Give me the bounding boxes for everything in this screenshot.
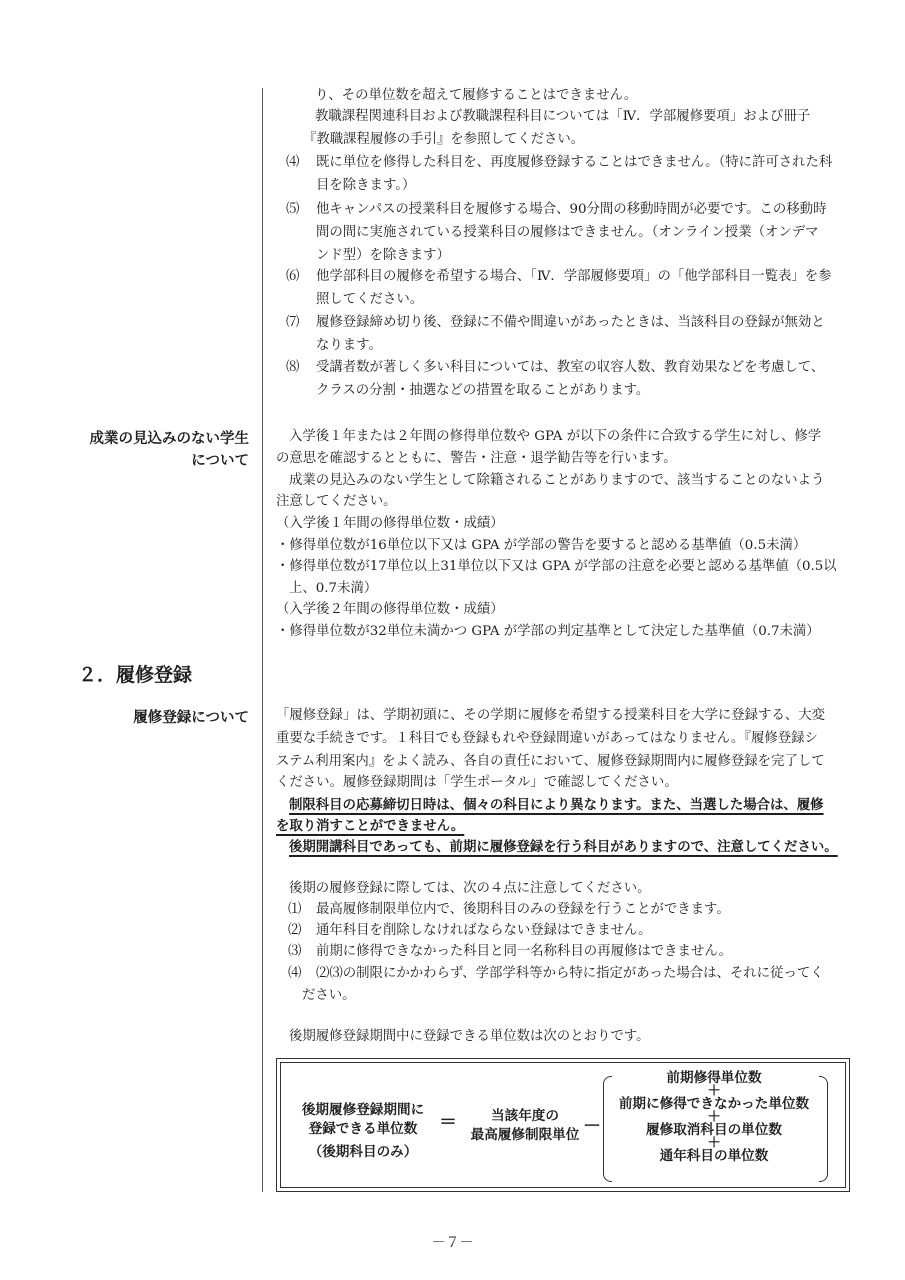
list-item: ンド型）を除きます） <box>316 248 450 263</box>
list-item: なります。 <box>316 338 382 353</box>
margin-rule <box>262 88 263 1192</box>
formula-mid-line: 当該年度の <box>491 1108 559 1124</box>
side-heading-seika <box>90 428 250 472</box>
paragraph-line: 注意してください。 <box>276 494 397 509</box>
list-item: 前期に修得できなかった科目と同一名称科目の再履修はできません。 <box>316 944 732 959</box>
minus-sign: － <box>583 1116 601 1137</box>
equals-sign: ＝ <box>439 1112 457 1133</box>
list-item: 照してください。 <box>316 292 424 307</box>
paragraph-line: の意思を確認するとともに、警告・注意・退学勧告等を行います。 <box>276 451 677 466</box>
list-item: 他学部科目の履修を希望する場合、「Ⅳ．学部履修要項」の「他学部科目一覧表」を参 <box>316 269 832 284</box>
formula-box <box>276 1058 850 1192</box>
list-item: ⑵⑶の制限にかかわらず、学部学科等から特に指定があった場合は、それに従ってく <box>316 966 824 981</box>
paragraph-line: 成業の見込みのない学生として除籍されることがありますので、該当することのないよう <box>289 473 825 488</box>
list-number: ⑵ <box>288 923 302 938</box>
paragraph-line: 重要な手続きです。１科目でも登録もれや登録間違いがあってはなりません。『履修登録シ <box>276 731 818 746</box>
notice-bold: を取り消すことができません。 <box>276 819 465 834</box>
list-item: 通年科目を削除しなければならない登録はできません。 <box>316 923 652 938</box>
side-heading-line: について <box>191 453 249 469</box>
formula-left-line: 後期履修登録期間に <box>301 1102 425 1118</box>
list-number: ⑻ <box>286 360 300 375</box>
formula-left-line: （後期科目のみ） <box>308 1144 418 1160</box>
paragraph-line: （入学後１年間の修得単位数・成績） <box>276 516 504 531</box>
bullet-line: ・修得単位数が17単位以上31単位以下又は GPA が学部の注意を必要と認める基準値（0.5以 <box>276 559 837 574</box>
paragraph-line: 「履修登録」は、学期初頭に、その学期に履修を希望する授業科目を大学に登録する、大変 <box>276 708 826 723</box>
list-number: ⑶ <box>288 944 302 959</box>
side-heading-line: 成業の見込みのない学生 <box>89 431 249 447</box>
formula-box-inner <box>280 1062 846 1188</box>
paragraph-line: 『教職課程履修の手引』を参照してください。 <box>303 132 585 147</box>
plus-sign: ＋ <box>707 1109 721 1125</box>
paragraph-line: （入学後２年間の修得単位数・成績） <box>276 602 504 617</box>
list-item: 間の間に実施されている授業科目の履修はできません。（オンライン授業（オンデマ <box>316 225 819 240</box>
side-heading-rishu: 履修登録について <box>133 710 249 726</box>
list-number: ⑴ <box>288 902 302 917</box>
paragraph-line: 入学後１年または２年間の修得単位数や GPA が以下の条件に合致する学生に対し、修学 <box>289 429 822 444</box>
list-item: 目を除きます。） <box>316 178 416 193</box>
paragraph-line: ステム利用案内』をよく読み、各自の責任において、履修登録期間内に履修登録を完了して <box>276 754 825 769</box>
plus-sign: ＋ <box>707 1083 721 1099</box>
page-number: －７－ <box>431 1235 474 1251</box>
list-number: ⑸ <box>286 202 300 217</box>
formula-mid <box>461 1107 589 1145</box>
formula-term: 通年科目の単位数 <box>659 1148 769 1164</box>
paragraph-line: 後期の履修登録に際しては、次の４点に注意してください。 <box>289 881 651 896</box>
list-item: ださい。 <box>302 988 356 1003</box>
paragraph-line: 教職課程関連科目および教職課程科目については「Ⅳ．学部履修要項」および冊子 <box>315 109 811 124</box>
notice-bold: 後期開講科目であっても、前期に履修登録を行う科目がありますので、注意してください。 <box>289 840 838 855</box>
formula-left <box>289 1101 437 1162</box>
bullet-line: ・修得単位数が32単位未満かつ GPA が学部の判定基準として決定した基準値（0.7未満） <box>276 624 820 639</box>
formula-term: 前期に修得できなかった単位数 <box>618 1096 810 1112</box>
list-item: クラスの分割・抽選などの措置を取ることがあります。 <box>316 383 650 398</box>
paragraph-line: り、その単位数を超えて履修することはできません。 <box>315 88 638 103</box>
formula-term: 履修取消科目の単位数 <box>646 1122 782 1138</box>
bullet-line: 上、0.7未満） <box>289 581 378 596</box>
section-heading: ２．履修登録 <box>78 664 193 686</box>
bracket-right <box>819 1076 828 1182</box>
list-number: ⑹ <box>286 269 300 284</box>
plus-sign: ＋ <box>707 1135 721 1151</box>
list-item: 履修登録締め切り後、登録に不備や間違いがあったときは、当該科目の登録が無効と <box>316 315 825 330</box>
formula-terms <box>609 1072 819 1163</box>
paragraph-line: ください。履修登録期間は「学生ポータル」で確認してください。 <box>276 775 678 790</box>
list-number: ⑷ <box>286 155 300 170</box>
list-number: ⑺ <box>286 315 300 330</box>
list-item: 他キャンパスの授業科目を履修する場合、90分間の移動時間が必要です。この移動時 <box>316 202 827 217</box>
bullet-line: ・修得単位数が16単位以下又は GPA が学部の警告を要すると認める基準値（0.5未満） <box>276 538 807 553</box>
list-item: 最高履修制限単位内で、後期科目のみの登録を行うことができます。 <box>316 902 730 917</box>
paragraph-line: 後期履修登録期間中に登録できる単位数は次のとおりです。 <box>289 1029 650 1044</box>
list-item: 受講者数が著しく多い科目については、教室の収容人数、教育効果などを考慮して、 <box>316 360 825 375</box>
list-item: 既に単位を修得した科目を、再度履修登録することはできません。（特に許可された科 <box>316 155 833 170</box>
formula-left-line: 登録できる単位数 <box>308 1121 418 1137</box>
notice-bold: 制限科目の応募締切日時は、個々の科目により異なります。また、当選した場合は、履修 <box>289 798 824 813</box>
list-number: ⑷ <box>288 966 302 981</box>
formula-term: 前期修得単位数 <box>666 1070 762 1086</box>
formula-mid-line: 最高履修制限単位 <box>470 1127 580 1143</box>
